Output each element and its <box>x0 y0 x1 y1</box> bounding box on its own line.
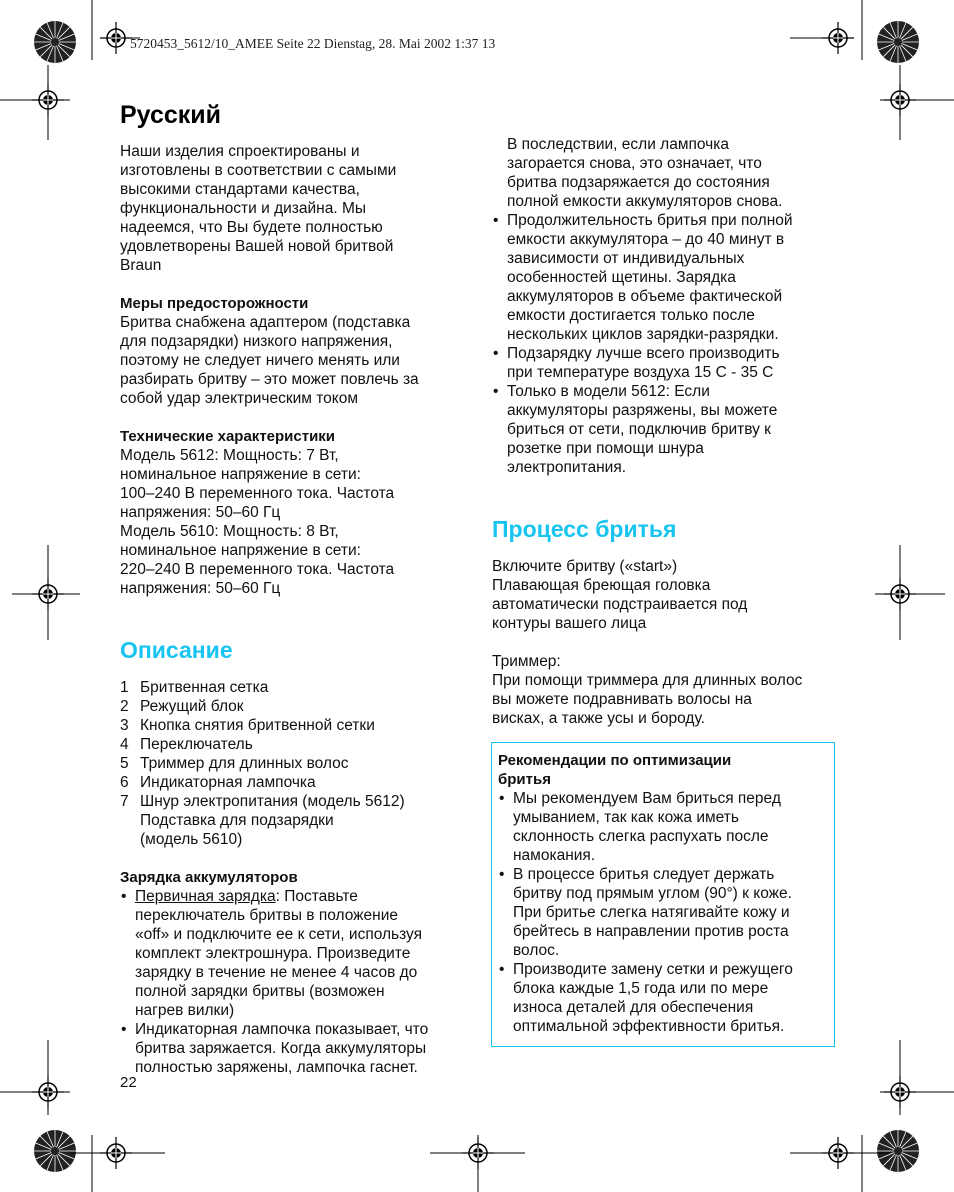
precautions-paragraph: Бритва снабжена адаптером (подставка для подзарядки) низкого напряжения, поэтому не следует ничего менять или разбирать бритву – это может повлечь за собой удар электрическим током <box>120 314 419 407</box>
list-item: • Индикаторная лампочка показывает, что бритва заряжается. Когда аккумуляторы полностью заряжены, лампочка гаснет. <box>120 1020 465 1077</box>
registration-mark-icon <box>100 22 132 54</box>
tips-heading: Рекомендации по оптимизации бритья <box>498 752 732 788</box>
charging-list <box>120 887 465 1077</box>
list-item: • Продолжительность бритья при полной емкости аккумулятора – до 40 минут в зависимости от индивидуальных особенностей щетины. Зарядка аккумуляторов в объеме фактической емкости достигается только после нескольких циклов зарядки-разрядки. <box>492 211 837 344</box>
right-column <box>492 135 837 728</box>
left-column <box>120 100 465 1077</box>
list-item: • Подзарядку лучше всего производить при температуре воздуха 15 С - 35 С <box>492 344 837 382</box>
list-item: 5 Триммер для длинных волос <box>120 755 349 772</box>
shaving-tips-box <box>491 742 835 1047</box>
list-item: 2 Режущий блок <box>120 698 244 715</box>
registration-mark-icon <box>884 84 916 116</box>
registration-mark-icon <box>462 1137 494 1169</box>
registration-mark-icon <box>32 1076 64 1108</box>
intro-paragraph: Наши изделия спроектированы и изготовлены в соответствии с самыми высокими стандартами качества, функциональности и дизайна. Мы надеемся, что Вы будете полностью удовлетворены Вашей новой бритвой Braun <box>120 143 397 274</box>
precautions-heading: Меры предосторожности <box>120 295 309 312</box>
description-heading: Описание <box>120 637 233 663</box>
registration-wheel-icon <box>34 21 76 63</box>
registration-mark-icon <box>32 84 64 116</box>
list-item: 7 Шнур электропитания (модель 5612) Подставка для подзарядки (модель 5610) <box>120 793 405 848</box>
page-number: 22 <box>120 1074 137 1091</box>
continuation-paragraph: В последствии, если лампочка загорается снова, это означает, что бритва подзаряжается до состояния полной емкости аккумуляторов снова. <box>507 136 783 210</box>
print-slug-line: 5720453_5612/10_AMEE Seite 22 Dienstag, 28. Mai 2002 1:37 13 <box>130 36 496 51</box>
registration-mark-icon <box>32 578 64 610</box>
shaving-paragraph: Включите бритву («start») Плавающая бреющая головка автоматически подстраивается под контуры вашего лица <box>492 558 748 632</box>
battery-notes-list <box>492 211 837 477</box>
list-item: • Мы рекомендуем Вам бриться перед умыванием, так как кожа иметь склонность слегка распухать после намокания. <box>498 789 828 865</box>
registration-mark-icon <box>884 578 916 610</box>
registration-mark-icon <box>100 1137 132 1169</box>
registration-wheel-icon <box>877 21 919 63</box>
charging-heading: Зарядка аккумуляторов <box>120 869 298 886</box>
list-item: 4 Переключатель <box>120 736 253 753</box>
list-item: 3 Кнопка снятия бритвенной сетки <box>120 717 375 734</box>
trimmer-paragraph: Триммер: При помощи триммера для длинных волос вы можете подравнивать волосы на висках, а также усы и бороду. <box>492 653 803 727</box>
tips-list <box>498 789 828 1036</box>
registration-mark-icon <box>884 1076 916 1108</box>
registration-wheel-icon <box>877 1130 919 1172</box>
parts-list <box>120 678 465 849</box>
registration-mark-icon <box>822 1137 854 1169</box>
list-item: • В процессе бритья следует держать бритву под прямым углом (90°) к коже. При бритье слегка натягивайте кожу и брейтесь в направлении против роста волос. <box>498 865 828 960</box>
list-item: • Первичная зарядка: Поставьте переключатель бритвы в положение «off» и подключите ее к сети, используя комплект электрошнура. Произведите зарядку в течение не менее 4 часов до полной зарядки бритвы (возможен нагрев вилки) <box>120 887 465 1020</box>
list-item: • Производите замену сетки и режущего блока каждые 1,5 года или по мере износа деталей для обеспечения оптимальной эффективности бритья. <box>498 960 828 1036</box>
specs-heading: Технические характеристики <box>120 428 336 445</box>
registration-mark-icon <box>822 22 854 54</box>
list-item: 6 Индикаторная лампочка <box>120 774 316 791</box>
list-item: 1 Бритвенная сетка <box>120 679 269 696</box>
shaving-heading: Процесс бритья <box>492 516 677 542</box>
specs-paragraph: Модель 5612: Мощность: 7 Вт, номинальное напряжение в сети: 100–240 В переменного тока. Частота напряжения: 50–60 Гц Модель 5610: Мощность: 8 Вт, номинальное напряжение в сети: 220–240 В переменного тока. Частота напряжения: 50–60 Гц <box>120 447 395 597</box>
registration-wheel-icon <box>34 1130 76 1172</box>
list-item: • Только в модели 5612: Если аккумуляторы разряжены, вы можете бриться от сети, подключив бритву к розетке при помощи шнура электропитания. <box>492 382 837 477</box>
page-title: Русский <box>120 101 222 129</box>
